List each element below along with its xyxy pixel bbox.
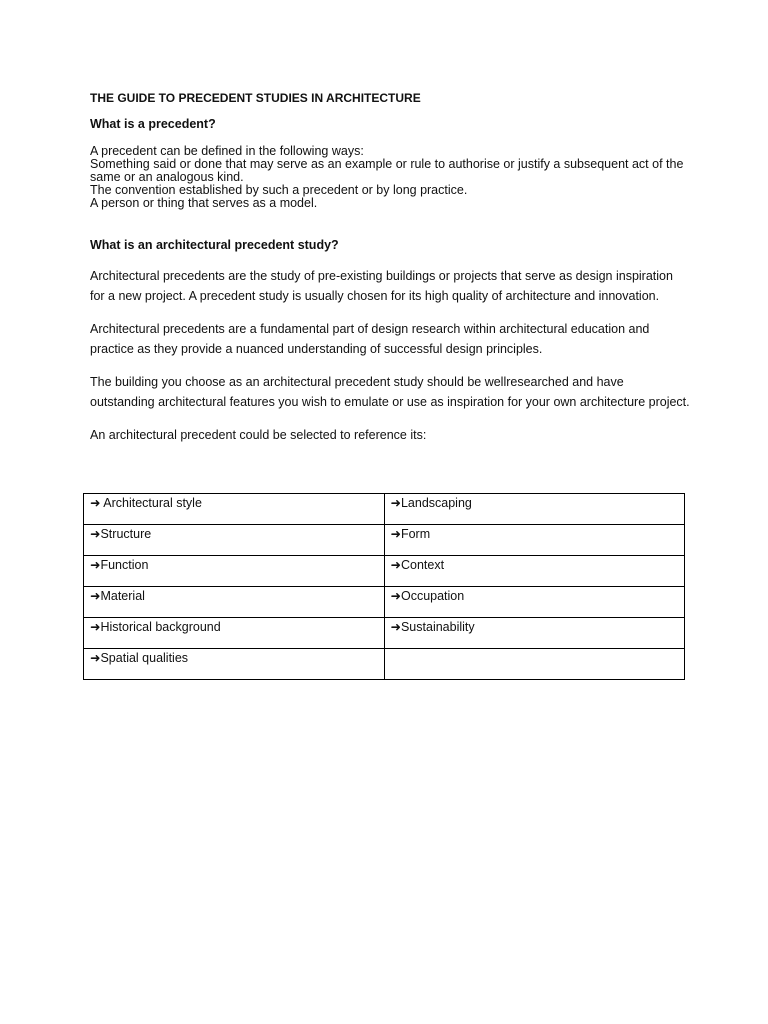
table-cell: ➜Function bbox=[84, 556, 385, 587]
definitions-block bbox=[90, 145, 690, 210]
table-row bbox=[84, 587, 685, 618]
table-row bbox=[84, 618, 685, 649]
table-cell: ➜Sustainability bbox=[384, 618, 685, 649]
table-cell: ➜ Architectural style bbox=[84, 494, 385, 525]
heading-architectural-precedent-study: What is an architectural precedent study? bbox=[90, 238, 339, 252]
table-cell: ➜Form bbox=[384, 525, 685, 556]
reference-table bbox=[83, 493, 685, 680]
paragraph: The building you choose as an architectural precedent study should be wellresearched and have outstanding architectural features you wish to emulate or use as inspiration for your own architecture project. bbox=[90, 375, 690, 409]
definition-item: Something said or done that may serve as an example or rule to authorise or justify a subsequent act of the same or an analogous kind. bbox=[90, 157, 684, 184]
table-cell: ➜Occupation bbox=[384, 587, 685, 618]
paragraph: Architectural precedents are a fundamental part of design research within architectural education and practice as they provide a nuanced understanding of successful design principles. bbox=[90, 322, 650, 356]
table-cell: ➜Spatial qualities bbox=[84, 649, 385, 680]
document-title: THE GUIDE TO PRECEDENT STUDIES IN ARCHITECTURE bbox=[90, 91, 421, 105]
table-row bbox=[84, 525, 685, 556]
table-cell: ➜Landscaping bbox=[384, 494, 685, 525]
document-body bbox=[90, 90, 690, 445]
definition-item: The convention established by such a precedent or by long practice. bbox=[90, 183, 468, 197]
table-cell: ➜Structure bbox=[84, 525, 385, 556]
table-row bbox=[84, 494, 685, 525]
heading-what-is-precedent: What is a precedent? bbox=[90, 117, 216, 131]
paragraph: Architectural precedents are the study of pre-existing buildings or projects that serve as design inspiration for a new project. A precedent study is usually chosen for its high quality of architecture and innovation. bbox=[90, 269, 673, 303]
table-row bbox=[84, 649, 685, 680]
definition-intro: A precedent can be defined in the following ways: bbox=[90, 144, 364, 158]
definition-item: A person or thing that serves as a model. bbox=[90, 196, 318, 210]
table-row bbox=[84, 556, 685, 587]
paragraph-table-intro: An architectural precedent could be selected to reference its: bbox=[90, 428, 427, 442]
table-cell: ➜Context bbox=[384, 556, 685, 587]
table-cell-empty bbox=[384, 649, 685, 680]
table-cell: ➜Material bbox=[84, 587, 385, 618]
table-cell: ➜Historical background bbox=[84, 618, 385, 649]
